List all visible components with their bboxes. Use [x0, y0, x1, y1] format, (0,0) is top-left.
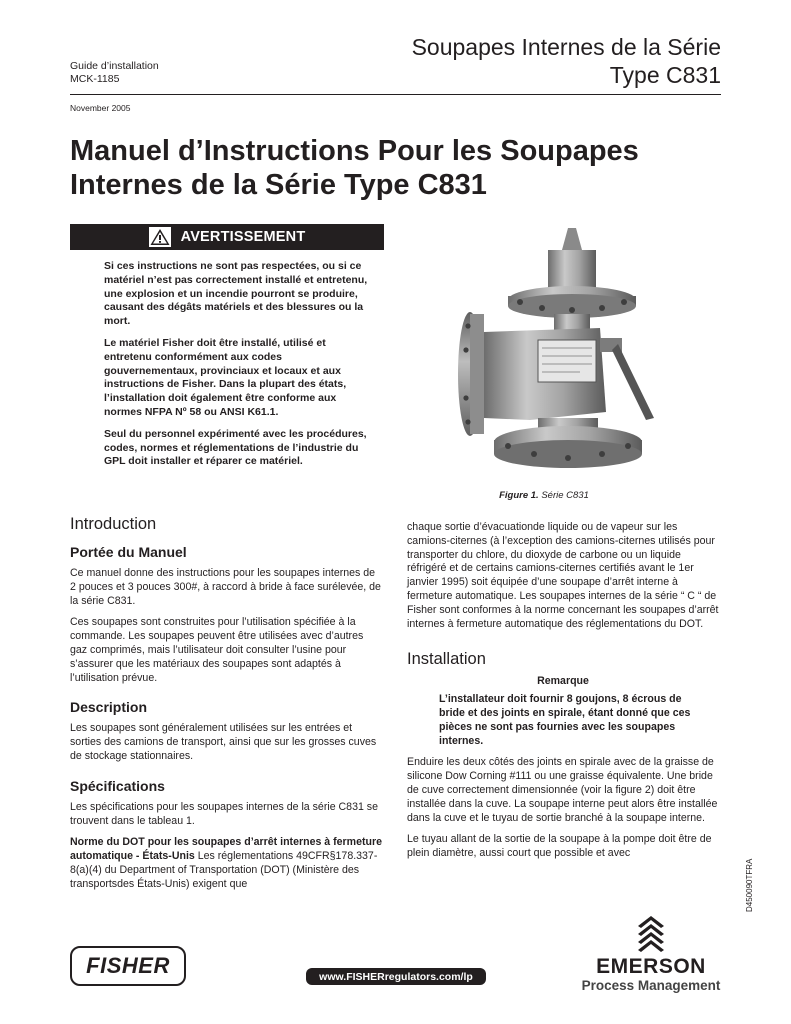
warning-text — [104, 260, 374, 477]
warning-triangle-icon — [149, 227, 171, 247]
section-heading-introduction: Introduction — [70, 515, 157, 533]
body-paragraph: Le tuyau allant de la sortie de la soupape à la pompe doit être de plein diamètre, aussi court que possible et avec — [407, 833, 712, 860]
emerson-subtitle: Process Management — [581, 978, 721, 993]
dot-paragraph — [70, 836, 382, 891]
figure-caption-text: Série C831 — [541, 490, 589, 501]
page-title — [70, 134, 690, 202]
header-title-line1: Soupapes Internes de la Série — [411, 34, 721, 60]
emerson-logo — [576, 914, 726, 994]
note-heading: Remarque — [537, 675, 589, 688]
header-divider — [70, 94, 721, 95]
warning-banner — [70, 224, 384, 250]
doc-type-block — [70, 60, 159, 86]
fisher-logo — [70, 946, 186, 986]
note-text: L’installateur doit fournir 8 goujons, 8 écrous de bride et des joints en spirale, étant donné que ces pièces ne sont pas fournies avec les soupapes internes. — [439, 693, 691, 747]
website-link[interactable]: www.FISHERregulators.com/lp — [306, 968, 486, 985]
fisher-logo-text: FISHER — [86, 953, 170, 978]
body-paragraph: Ces soupapes sont construites pour l’utilisation spécifiée à la commande. Les soupapes peuvent être utilisées avec d’autres gaz comprimés, mais l’utilisateur doit consulter l’usine pour s’assurer que les matériaux des soupapes sont adaptés à l’utilisation prévue. — [70, 616, 364, 684]
body-paragraph: Les spécifications pour les soupapes internes de la série C831 se trouvent dans le tableau 1. — [70, 800, 378, 827]
subsection-heading-scope: Portée du Manuel — [70, 544, 187, 560]
warning-paragraph: Le matériel Fisher doit être installé, utilisé et entretenu conformément aux codes gouvernementaux, provinciaux et locaux et aux instructions de Fisher. Dans la plupart des états, l’installation doit également être conforme aux normes NFPA Nº 58 ou ANSI K61.1. — [104, 336, 347, 418]
body-paragraph: Les soupapes sont généralement utilisées sur les entrées et sorties des camions de transport, ainsi que sur les grosses cuves de stockage stationnaires. — [70, 722, 377, 762]
page-title-line2: Internes de la Série Type C831 — [70, 169, 487, 201]
figure-caption — [430, 490, 658, 501]
emerson-name: EMERSON — [596, 955, 706, 978]
right-column — [407, 521, 719, 869]
left-column — [70, 514, 382, 900]
subsection-heading-description: Description — [70, 699, 148, 716]
header-title-line2: Type C831 — [609, 62, 721, 88]
subsection-heading-specifications: Spécifications — [70, 777, 165, 794]
doc-type: Guide d’installation — [70, 60, 159, 72]
valve-photo — [430, 222, 658, 476]
section-heading-installation: Installation — [407, 650, 486, 669]
warning-paragraph: Si ces instructions ne sont pas respectées, ou si ce matériel n’est pas correctement installé et entretenu, une explosion et un incendie pourront se produire, causant des dégâts matériels et des blessures ou la mort. — [104, 260, 368, 328]
figure-label: Figure 1. — [499, 490, 539, 501]
emerson-logo-icon — [634, 914, 668, 954]
body-paragraph: Enduire les deux côtés des joints en spirale avec de la graisse de silicone Dow Corning #111 ou une graisse équivalente. Une bride de cuve correctement dimensionnée (voir la figure 2) doit être installée dans la cuve. La soupape interne peut alors être installée dans la cuve et le tuyau de sortie branché à la soupape interne. — [407, 756, 718, 824]
doc-number: MCK-1185 — [70, 73, 120, 85]
body-paragraph: Ce manuel donne des instructions pour les soupapes internes de 2 pouces et 3 pouces 300#, à raccord à bride à face surélevée, de la série C831. — [70, 567, 381, 607]
header-title — [412, 33, 721, 89]
doc-date: November 2005 — [70, 103, 131, 113]
body-paragraph: chaque sortie d’évacuationde liquide ou de vapeur sur les camions-citernes (à l’exception des camions-citernes utilisés pour transporter du chlore, du dioxyde de carbone ou un liquide réfrigéré et de certains camions-citernes certifiés avant le 1er janvier 1995) soit équipée d’une soupape d’arrêt interne à fermeture automatique. Les soupapes internes de la série “ C “ de Fisher sont conformes à la norme concernant les soupapes d’arrêt internes à fermeture automatique des réglementations du DOT. — [407, 521, 719, 630]
dot-standard-heading: Norme du DOT pour les soupapes d’arrêt internes à fermeture automatique - États-Unis — [70, 836, 383, 863]
dot-standard-text: Les réglementations 49CFR§178.337-8(a)(4) du Department of Transportation (DOT) (Ministère des transportsdes États-Unis) exigent que — [70, 850, 378, 890]
document-code: D450090TFRA — [745, 858, 754, 912]
page-title-line1: Manuel d’Instructions Pour les Soupapes — [70, 135, 639, 167]
warning-paragraph: Seul du personnel expérimenté avec les procédures, codes, normes et réglementations de l’industrie du GPL doit installer et réparer ce matériel. — [104, 427, 367, 468]
warning-label: AVERTISSEMENT — [180, 229, 306, 245]
